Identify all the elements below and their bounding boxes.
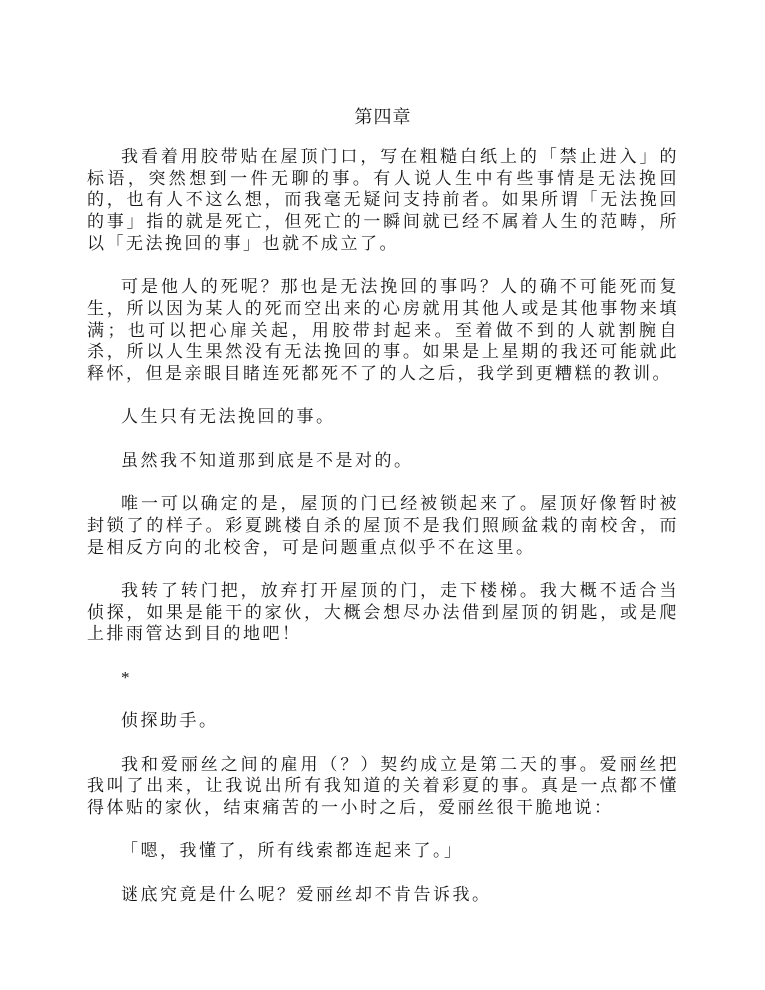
paragraph-3: 人生只有无法挽回的事。	[121, 407, 336, 427]
paragraph-11: 谜底究竟是什么呢？爱丽丝却不肯告诉我。	[121, 884, 492, 904]
paragraph-4: 虽然我不知道那到底是不是对的。	[121, 450, 414, 470]
paragraph-6: 我转了转门把，放弃打开屋顶的门，走下楼梯。我大概不适合当侦探，如果是能干的家伙，大概会想尽办法借到屋顶的钥匙，或是爬上排雨管达到目的地吧！	[87, 580, 679, 644]
paragraph-8: 侦探助手。	[121, 711, 219, 731]
paragraph-2: 可是他人的死呢？那也是无法挽回的事吗？人的确不可能死而复生，所以因为某人的死而空出来的心房就用其他人或是其他事物来填满；也可以把心扉关起，用胶带封起来。至着做不到的人就割腕自杀，所以人生果然没有无法挽回的事。如果是上星期的我还可能就此释怀，但是亲眼目睹连死都死不了的人之后，我学到更糟糕的教训。	[87, 277, 679, 384]
paragraph-10: 「嗯，我懂了，所有线索都连起来了。」	[121, 841, 464, 861]
chapter-title: 第四章	[354, 107, 412, 127]
paragraph-9: 我和爱丽丝之间的雇用（？）契约成立是第二天的事。爱丽丝把我叫了出来，让我说出所有我知道的关着彩夏的事。真是一点都不懂得体贴的家伙，结束痛苦的一小时之后，爱丽丝很干脆地说：	[87, 754, 679, 817]
paragraph-1: 我看着用胶带贴在屋顶门口，写在粗糙白纸上的「禁止进入」的标语，突然想到一件无聊的事。有人说人生中有些事情是无法挽回的，也有人不这么想，而我毫无疑问支持前者。如果所谓「无法挽回的事」指的就是死亡，但死亡的一瞬间就已经不属着人生的范畴，所以「无法挽回的事」也就不成立了。	[87, 147, 679, 253]
section-break-asterisk: *	[121, 667, 132, 687]
paragraph-5: 唯一可以确定的是，屋顶的门已经被锁起来了。屋顶好像暂时被封锁了的样子。彩夏跳楼自杀的屋顶不是我们照顾盆栽的南校舍，而是相反方向的北校舍，可是问题重点似乎不在这里。	[87, 494, 679, 557]
